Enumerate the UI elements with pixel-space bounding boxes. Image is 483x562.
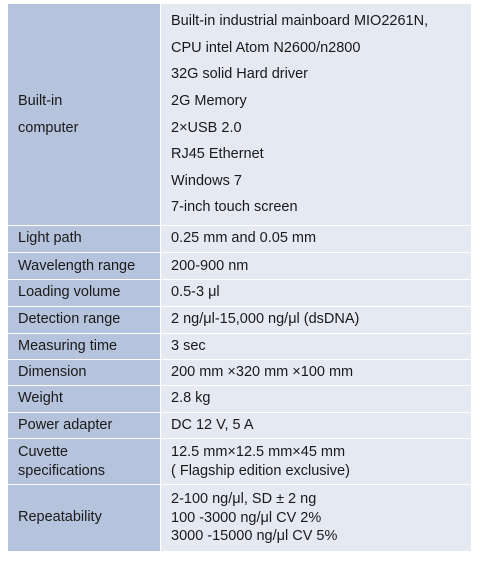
row-value-line: 7-inch touch screen [171,199,298,216]
row-label: Light path [8,226,161,253]
row-label: Weight [8,386,161,412]
row-label: Repeatability [8,485,161,552]
row-label-line: Cuvette [18,444,68,461]
row-value-line: RJ45 Ethernet [171,146,264,163]
row-label: Detection range [8,306,161,333]
row-label: Loading volume [8,280,161,306]
row-value: 2.8 kg [161,386,472,412]
row-value-line: Built-in industrial mainboard MIO2261N, [171,13,429,30]
row-measuring-time [8,333,472,359]
row-built-in-computer [8,4,472,226]
row-value [161,485,472,552]
row-label [8,438,161,484]
row-weight [8,386,472,412]
row-loading-volume [8,280,472,306]
row-power-adapter [8,412,472,438]
row-label: Measuring time [8,333,161,359]
row-label-line: specifications [18,462,106,479]
row-repeatability [8,485,472,552]
row-detection-range [8,306,472,333]
row-value-line: 12.5 mm×12.5 mm×45 mm [171,444,346,461]
row-value: DC 12 V, 5 A [161,412,472,438]
row-label: Power adapter [8,412,161,438]
row-value-line: 100 -3000 ng/μl CV 2% [171,509,322,526]
row-value-line: ( Flagship edition exclusive) [171,462,350,479]
row-label: Wavelength range [8,253,161,280]
row-value [161,4,472,226]
row-value-line: 2-100 ng/μl, SD ± 2 ng [171,491,317,508]
row-value [161,438,472,484]
row-value: 3 sec [161,333,472,359]
row-label: Dimension [8,360,161,386]
row-value: 0.25 mm and 0.05 mm [161,226,472,253]
row-light-path [8,226,472,253]
spec-table [7,3,472,552]
row-cuvette-specifications [8,438,472,484]
row-value: 2 ng/μl-15,000 ng/μl (dsDNA) [161,306,472,333]
row-value-line: Windows 7 [171,172,242,189]
row-value-line: 2×USB 2.0 [171,119,242,136]
row-dimension [8,360,472,386]
row-wavelength-range [8,253,472,280]
row-value-line: 2G Memory [171,92,247,109]
row-value: 200 mm ×320 mm ×100 mm [161,360,472,386]
row-value-line: 3000 -15000 ng/μl CV 5% [171,528,338,545]
row-value: 200-900 nm [161,253,472,280]
row-label-line: Built-in [18,92,63,109]
row-value-line: CPU intel Atom N2600/n2800 [171,39,361,56]
row-label [8,4,161,226]
row-label-line: computer [18,119,79,136]
row-value-line: 32G solid Hard driver [171,66,308,83]
row-value: 0.5-3 μl [161,280,472,306]
